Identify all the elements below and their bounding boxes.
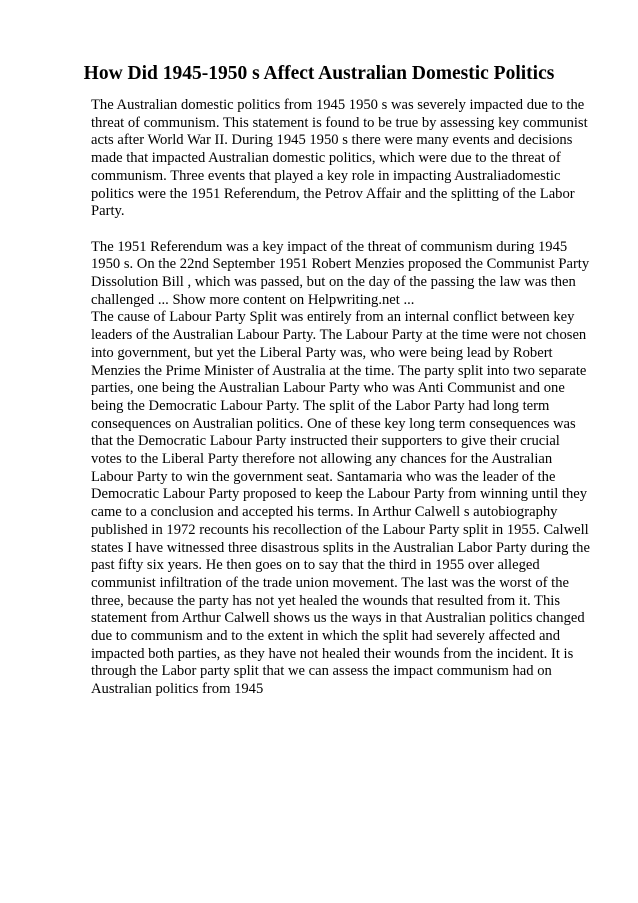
paragraph-introduction: The Australian domestic politics from 1945 1950 s was severely impacted due to the threat of communism. This statement is found to be true by assessing key communist acts after World War II. During 1945 1950 s there were many events and decisions made that impacted Australian domestic politics, which were due to the threat of communism. Three events that played a key role in impacting Australiadomestic politics were the 1951 Referendum, the Petrov Affair and the splitting of the Labor Party. (91, 97, 588, 220)
paragraph-labor-split: The cause of Labour Party Split was entirely from an internal conflict between key leaders of the Australian Labour Party. The Labour Party at the time were not chosen into government, but yet the Liberal Party was, who were being lead by Robert Menzies the Prime Minister of Australia at the time. The party split into two separate parties, one being the Australian Labour Party who was Anti Communist and one being the Democratic Labour Party. The split of the Labor Party had long term consequences on Australian politics. One of these key long term consequences was that the Democratic Labour Party instructed their supporters to give their crucial votes to the Liberal Party therefore not allowing any chances for the Australian Labour Party to win the government seat. Santamaria who was the leader of the Democratic Labour Party proposed to keep the Labour Party from winning until they came to a conclusion and accepted his terms. In Arthur Calwell s autobiography published in 1972 recounts his recollection of the Labour Party split in 1955. Calwell states I have witnessed three disastrous splits in the Australian Labor Party during the past fifty six years. He then goes on to say that the third in 1955 over alleged communist infiltration of the trade union movement. The last was the worst of the three, because the party has not yet healed the wounds that resulted from it. This statement from Arthur Calwell shows us the ways in that Australian politics changed due to communism and to the extent in which the split had severely affected and impacted both parties, as they have not healed their wounds from the incident. It is through the Labor party split that we can assess the impact communism had on Australian politics from 1945 (91, 309, 590, 698)
paragraph-referendum: The 1951 Referendum was a key impact of the threat of communism during 1945 1950 s. On the 22nd September 1951 Robert Menzies proposed the Communist Party Dissolution Bill , which was passed, but on the day of the passing the law was then challenged ... Show more content on Helpwriting.net ... (91, 238, 590, 308)
document-title: How Did 1945-1950 s Affect Australian Domestic Politics (83, 63, 555, 84)
document-body (91, 97, 591, 699)
